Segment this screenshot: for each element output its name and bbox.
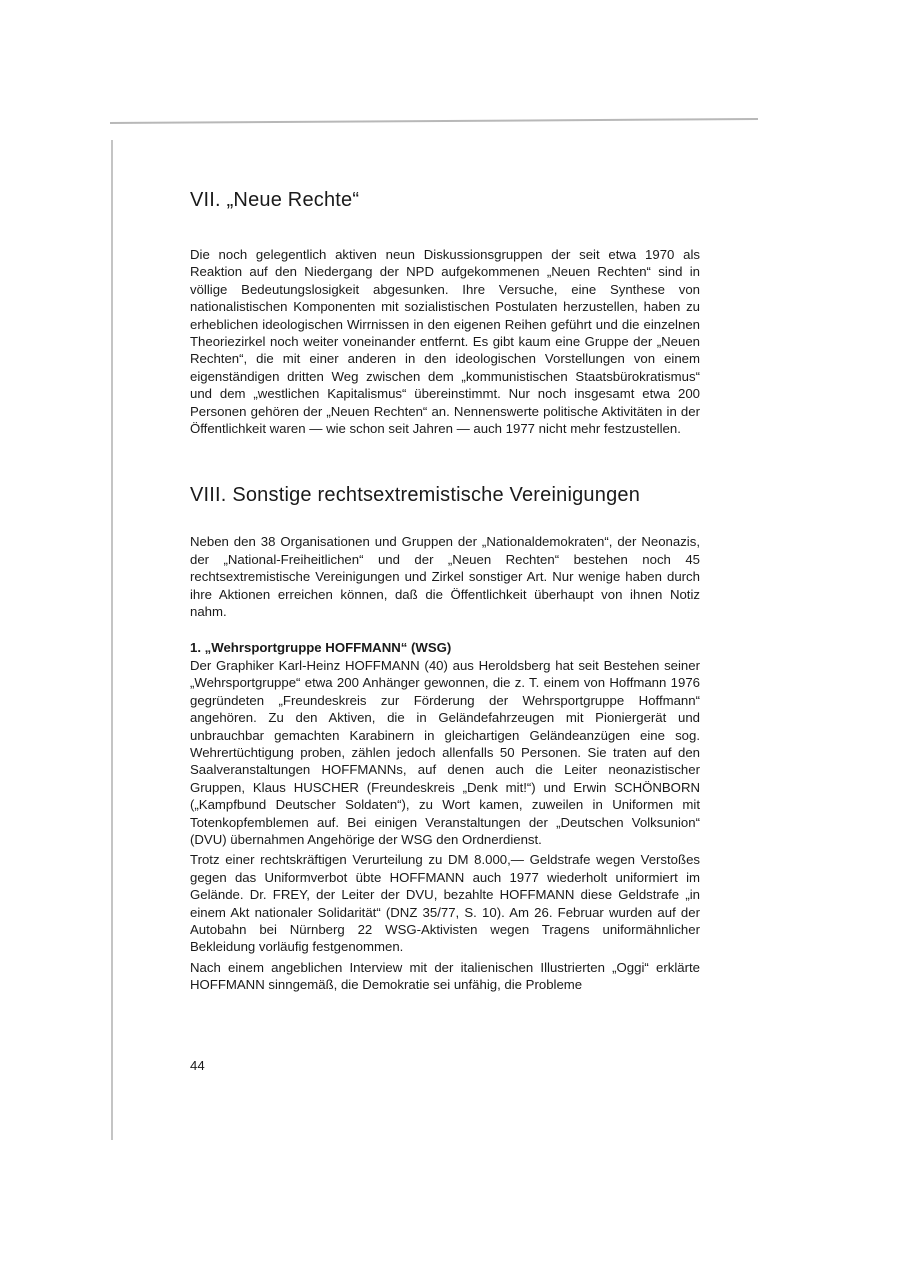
scan-edge-left <box>111 140 113 1140</box>
wsg-paragraph-2: Trotz einer rechtskräftigen Verurteilung zu DM 8.000,— Geldstrafe wegen Verstoßes gegen das Uniformverbot übte HOFFMANN auch 1977 wiederholt uniformiert im Gelände. Dr. FREY, der Leiter der DVU, bezahlte HOFFMANN diese Geldstrafe „in einem Akt nationaler Solidarität“ (DNZ 35/77, S. 10). Am 26. Februar wurden auf der Autobahn bei Nürnberg 22 WSG-Aktivisten wegen Tragens uniformähnlicher Bekleidung vorläufig festgenommen. <box>190 852 700 955</box>
page-number: 44 <box>190 1058 205 1073</box>
wsg-paragraph-3: Nach einem angeblichen Interview mit der italienischen Illustrierten „Oggi“ erklärte HOFFMANN sinngemäß, die Demokratie sei unfähig, die Probleme <box>190 959 700 993</box>
section-heading-vii: VII. „Neue Rechte“ <box>190 189 360 211</box>
section-heading-viii: VIII. Sonstige rechtsextremistische Vereinigungen <box>190 484 641 507</box>
section-vii-paragraph: Die noch gelegentlich aktiven neun Diskussionsgruppen der seit etwa 1970 als Reaktion auf den Niedergang der NPD aufgekommenen „Neuen Rechten“ sind in völlige Bedeutungslosigkeit abgesunken. Ihre Versuche, eine Synthese von nationalistischen Komponenten mit sozialistischen Postulaten herzustellen, haben zu erheblichen ideologischen Wirrnissen in den eigenen Reihen geführt und die einzelnen Theoriezirkel noch weiter voneinander entfernt. Es gibt kaum eine Gruppe der „Neuen Rechten“, die mit einer anderen in den ideologischen Vorstellungen von einem eigenständigen dritten Weg zwischen dem „kommunistischen Staatsbürokratismus“ und dem „westlichen Kapitalismus“ übereinstimmt. Nur noch insgesamt etwa 200 Personen gehören der „Neuen Rechten“ an. Nennenswerte politische Aktivitäten in der Öffentlichkeit waren — wie schon seit Jahren — auch 1977 nicht mehr festzustellen. <box>190 247 700 437</box>
section-viii-paragraph: Neben den 38 Organisationen und Gruppen der „Nationaldemokraten“, der Neonazis, der „National-Freiheitlichen“ und der „Neuen Rechten“ bestehen noch 45 rechtsextremistische Vereinigungen und Zirkel sonstiger Art. Nur wenige haben durch ihre Aktionen erreichen können, daß die Öffentlichkeit überhaupt von ihnen Notiz nahm. <box>190 534 700 620</box>
subsection-heading-wsg: 1. „Wehrsportgruppe HOFFMANN“ (WSG) <box>190 639 452 655</box>
scan-edge-top <box>110 118 758 124</box>
wsg-paragraph-1: Der Graphiker Karl-Heinz HOFFMANN (40) aus Heroldsberg hat seit Bestehen seiner „Wehrsportgruppe“ etwa 200 Anhänger gewonnen, die z. T. einem von Hoffmann 1976 gegründeten „Freundeskreis zur Förderung der Wehrsportgruppe Hoffmann“ angehören. Zu den Aktiven, die in Geländefahrzeugen mit Pioniergerät und unbrauchbar gemachten Karabinern in gleichartigen Geländeanzügen eine sog. Wehrertüchtigung proben, zählen jedoch allenfalls 50 Personen. Sie traten auf den Saalveranstaltungen HOFFMANNs, auf denen auch die Leiter neonazistischer Gruppen, Klaus HUSCHER (Freundeskreis „Denk mit!“) und Erwin SCHÖNBORN („Kampfbund Deutscher Soldaten“), zu Wort kamen, zuweilen in Uniformen mit Totenkopfemblemen auf. Bei einigen Veranstaltungen der „Deutschen Volksunion“ (DVU) übernahmen Angehörige der WSG den Ordnerdienst. <box>190 657 700 847</box>
document-page <box>190 188 700 994</box>
